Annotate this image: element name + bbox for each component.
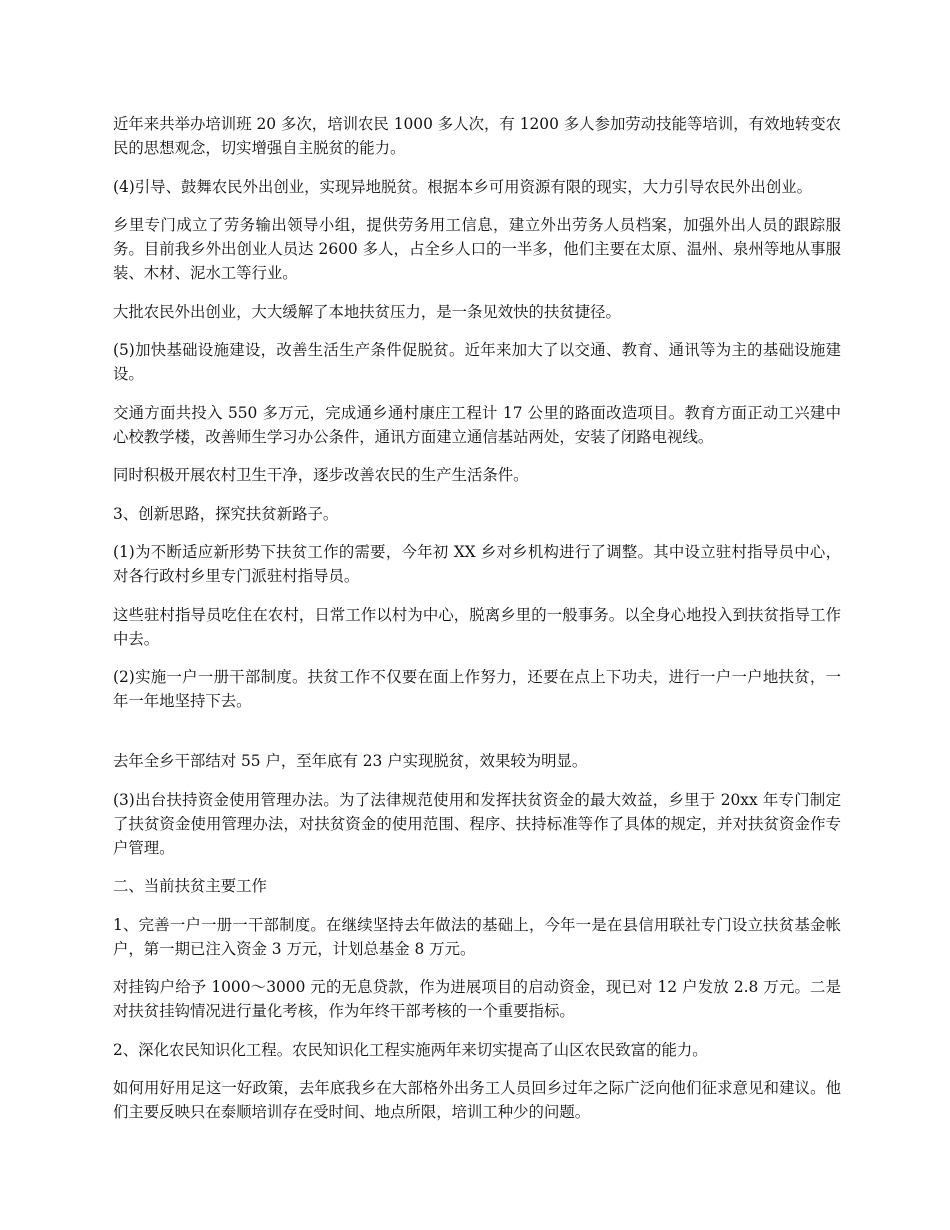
paragraph: 乡里专门成立了劳务输出领导小组，提供劳务用工信息，建立外出劳务人员档案，加强外出人员的跟踪服务。目前我乡外出创业人员达 2600 多人，占全乡人口的一半多，他们主要在太原、温州、泉州等地从事服装、木材、泥水工等行业。 (113, 216, 841, 282)
paragraph: 大批农民外出创业，大大缓解了本地扶贫压力，是一条见效快的扶贫捷径。 (113, 302, 621, 321)
paragraph: (3)出台扶持资金使用管理办法。为了法律规范使用和发挥扶贫资金的最大效益，乡里于 20xx 年专门制定了扶贫资金使用管理办法，对扶贫资金的使用范围、程序、扶持标准等作了具体的规定，并对扶贫资金作专户管理。 (113, 790, 841, 857)
paragraph: (2)实施一户一册干部制度。扶贫工作不仅要在面上作努力，还要在点上下功夫，进行一户一户地扶贫，一年一年地坚持下去。 (113, 668, 841, 710)
paragraph: 去年全乡干部结对 55 户，至年底有 23 户实现脱贫，效果较为明显。 (113, 752, 588, 770)
section-heading: 3、创新思路，探究扶贫新路子。 (113, 504, 339, 523)
paragraph: 这些驻村指导员吃住在农村，日常工作以村为中心，脱离乡里的一般事务。以全身心地投入到扶贫指导工作中去。 (113, 605, 841, 648)
section-heading: 二、当前扶贫主要工作 (113, 877, 267, 895)
paragraph: 对挂钩户给予 1000～3000 元的无息贷款，作为进展项目的启动资金，现已对 12 户发放 2.8 万元。二是对扶贫挂钩情况进行量化考核，作为年终干部考核的一个重要指标。 (113, 978, 841, 1020)
document-body (113, 112, 841, 1139)
paragraph: (5)加快基础设施建设，改善生活生产条件促脱贫。近年来加大了以交通、教育、通讯等为主的基础设施建设。 (113, 341, 841, 383)
paragraph: 交通方面共投入 550 多万元，完成通乡通村康庄工程计 17 公里的路面改造项目。教育方面正动工兴建中心校教学楼，改善师生学习办公条件，通讯方面建立通信基站两处，安装了闭路电视线。 (113, 403, 841, 446)
paragraph: 近年来共举办培训班 20 多次，培训农民 1000 多人次，有 1200 多人参加劳动技能等培训，有效地转变农民的思想观念，切实增强自主脱贫的能力。 (113, 115, 841, 157)
paragraph: (1)为不断适应新形势下扶贫工作的需要，今年初 XX 乡对乡机构进行了调整。其中设立驻村指导员中心，对各行政村乡里专门派驻村指导员。 (113, 543, 841, 585)
paragraph: 1、完善一户一册一干部制度。在继续坚持去年做法的基础上，今年一是在县信用联社专门设立扶贫基金帐户，第一期已注入资金 3 万元，计划总基金 8 万元。 (113, 915, 841, 958)
paragraph: (4)引导、鼓舞农民外出创业，实现异地脱贫。根据本乡可用资源有限的现实，大力引导农民外出创业。 (113, 177, 812, 196)
paragraph: 同时积极开展农村卫生干净，逐步改善农民的生产生活条件。 (113, 466, 529, 484)
paragraph: 2、深化农民知识化工程。农民知识化工程实施两年来切实提高了山区农民致富的能力。 (113, 1040, 708, 1059)
paragraph: 如何用好用足这一好政策，去年底我乡在大部格外出务工人员回乡过年之际广泛向他们征求意见和建议。他们主要反映只在泰顺培训存在受时间、地点所限，培训工种少的问题。 (113, 1079, 841, 1121)
